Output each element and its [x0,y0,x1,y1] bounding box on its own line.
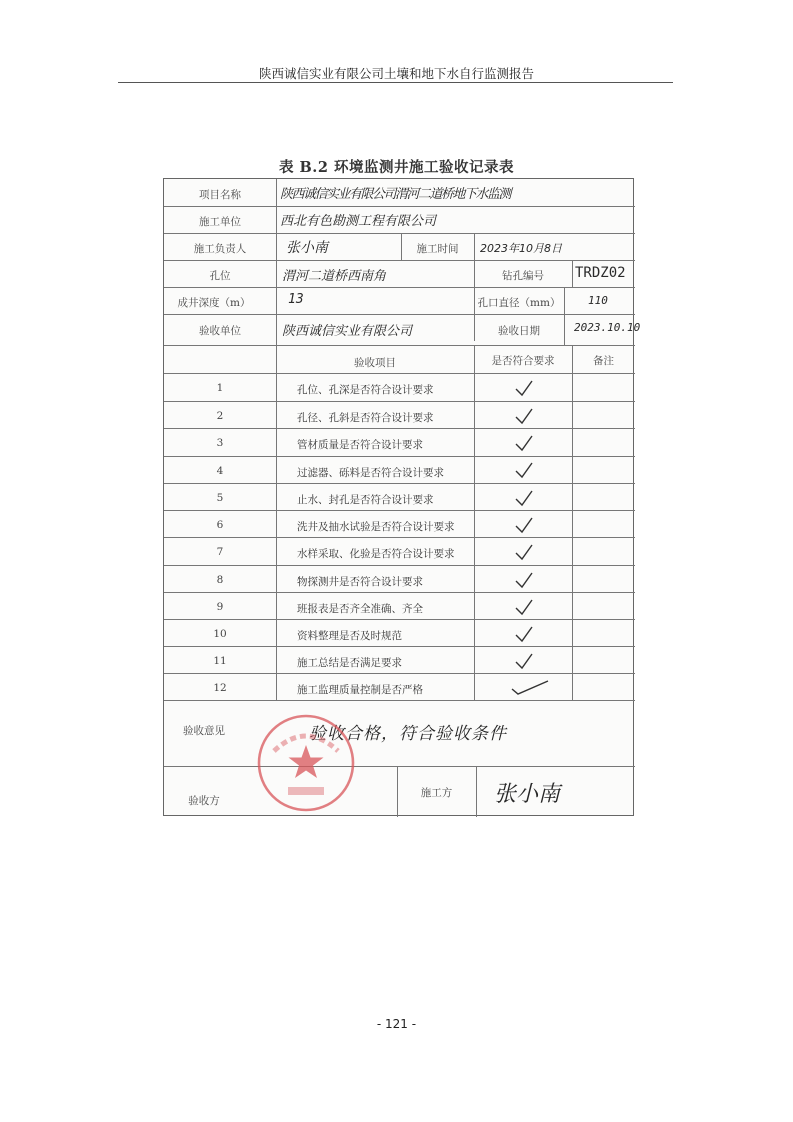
row-number: 4 [216,465,224,477]
row-item: 孔径、孔斜是否符合设计要求 [297,412,434,424]
form-line [164,510,635,511]
row-item: 施工监理质量控制是否严格 [297,684,423,696]
check-mark-icon [514,599,534,617]
acceptance-form [163,178,641,816]
check-mark-icon [510,679,550,697]
construction-unit-value: 西北有色勘测工程有限公司 [280,214,437,229]
builder-signature: 张小南 [494,782,561,807]
form-line [164,646,635,647]
form-line [276,179,277,700]
construction-unit-label: 施工单位 [199,216,241,228]
form-line [164,537,635,538]
row-item: 施工总结是否满足要求 [297,657,402,669]
row-item: 水样采取、化验是否符合设计要求 [297,548,455,560]
row-item: 止水、封孔是否符合设计要求 [297,494,434,506]
row-number: 7 [216,546,224,558]
row-number: 2 [216,410,224,422]
column-header-conform: 是否符合要求 [491,355,555,367]
row-number: 6 [216,519,224,531]
check-mark-icon [514,380,534,398]
manager-value: 张小南 [286,240,328,256]
row-number: 5 [216,492,224,504]
opinion-value: 验收合格，符合验收条件 [309,724,507,744]
check-mark-icon [514,435,534,453]
check-mark-icon [514,626,534,644]
row-number: 8 [216,574,224,586]
row-item: 班报表是否齐全准确、齐全 [297,603,423,615]
acceptance-date-value: 2023.10.10 [574,321,641,334]
hole-position-label: 孔位 [209,270,231,282]
row-item: 孔位、孔深是否符合设计要求 [297,384,434,396]
acceptor-label: 验收方 [188,795,220,807]
form-line [164,592,635,593]
form-line [572,260,573,287]
row-item: 物探测井是否符合设计要求 [297,576,423,588]
hole-position-value: 渭河二道桥西南角 [282,269,387,284]
check-mark-icon [514,517,534,535]
form-line [164,700,635,701]
column-header-item: 验收项目 [354,357,396,369]
form-line [474,345,475,700]
check-mark-icon [514,572,534,590]
check-mark-icon [514,490,534,508]
diameter-value: 110 [588,294,608,307]
form-line [476,766,477,817]
form-line [164,619,635,620]
form-line [164,401,635,402]
row-number: 9 [216,601,224,613]
row-item: 过滤器、砾料是否符合设计要求 [297,467,444,479]
builder-label: 施工方 [420,787,453,799]
acceptance-unit-label: 验收单位 [199,325,241,337]
header-divider [118,82,673,83]
row-item: 洗井及抽水试验是否符合设计要求 [297,521,455,533]
company-seal-stamp [254,711,358,815]
form-line [164,206,635,207]
row-item: 管材质量是否符合设计要求 [297,439,423,451]
form-line [164,766,635,767]
check-mark-icon [514,408,534,426]
project-name-label: 项目名称 [199,189,241,201]
form-line [474,233,475,260]
row-number: 1 [216,382,224,394]
form-line [164,483,635,484]
form-line [572,345,573,700]
diameter-label: 孔口直径（mm） [477,297,561,309]
form-line [564,287,565,345]
opinion-label: 验收意见 [183,725,225,737]
depth-value: 13 [288,292,304,307]
form-line [164,233,635,234]
form-line [164,260,635,261]
time-value: 2023年10月8日 [480,242,562,255]
form-line [164,456,635,457]
table-title: 表 B.2 环境监测井施工验收记录表 [279,159,514,176]
form-line [164,345,635,346]
row-number: 10 [213,628,227,640]
check-mark-icon [514,462,534,480]
form-line [164,373,635,374]
project-name-value: 陕西诚信实业有限公司渭河二道桥地下水监测 [280,187,511,202]
column-header-remark: 备注 [593,355,614,367]
hole-id-value: TRDZ02 [575,265,626,281]
row-item: 资料整理是否及时规范 [297,630,402,642]
form-line [164,565,635,566]
hole-id-label: 钻孔编号 [502,270,544,282]
page-number: - 121 - [376,1017,417,1031]
check-mark-icon [514,544,534,562]
form-line [164,673,635,674]
page-header: 陕西诚信实业有限公司土壤和地下水自行监测报告 [258,66,534,81]
manager-label: 施工负责人 [193,243,247,255]
row-number: 3 [216,437,224,449]
acceptance-unit-value: 陕西诚信实业有限公司 [282,324,413,339]
depth-label: 成井深度（m） [177,297,251,309]
time-label: 施工时间 [416,243,459,255]
row-number: 12 [213,682,227,694]
acceptance-date-label: 验收日期 [498,325,540,337]
form-line [164,428,635,429]
row-number: 11 [213,655,227,667]
check-mark-icon [514,653,534,671]
